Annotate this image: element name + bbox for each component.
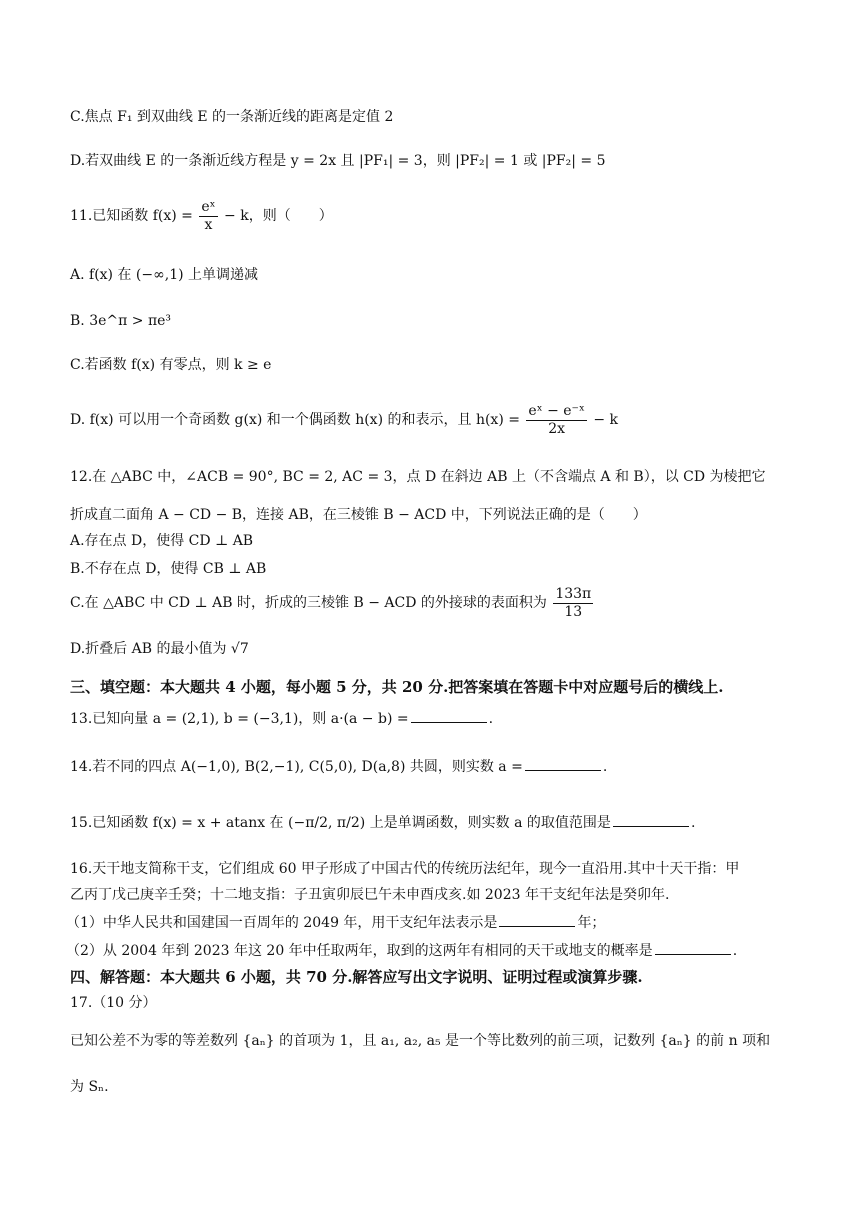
- q12-stem-line1: 12.在 △ABC 中，∠ACB = 90°, BC = 2, AC = 3，点 D 在斜边 AB 上（不含端点 A 和 B），以 CD 为棱把它: [70, 469, 766, 485]
- q16-sub2-prefix: （2）从 2004 年到 2023 年这 20 年中任取两年，取到的这两年有相同的天干或地支的概率是: [66, 943, 653, 959]
- q10-option-c: C.焦点 F₁ 到双曲线 E 的一条渐近线的距离是定值 2: [70, 109, 394, 125]
- q11-option-d-prefix: D. f(x) 可以用一个奇函数 g(x) 和一个偶函数 h(x) 的和表示，且 h(x) =: [70, 412, 520, 428]
- q11-fraction: [199, 199, 217, 234]
- q11-option-c: C.若函数 f(x) 有零点，则 k ≥ e: [70, 357, 272, 373]
- section4-title: 四、解答题：本大题共 6 小题，共 70 分.解答应写出文字说明、证明过程或演算步骤.: [70, 968, 643, 986]
- q12-option-c-prefix: C.在 △ABC 中 CD ⊥ AB 时，折成的三棱锥 B − ACD 的外接球的表面积为: [70, 595, 547, 611]
- q17-line1: 已知公差不为零的等差数列 {aₙ} 的首项为 1，且 a₁, a₂, a₅ 是一个等比数列的前三项，记数列 {aₙ} 的前 n 项和: [70, 1033, 771, 1049]
- q11-option-d-numerator: eˣ − e⁻ˣ: [528, 402, 585, 419]
- q11-fraction-numerator: eˣ: [201, 198, 216, 215]
- q12-option-a: A.存在点 D，使得 CD ⊥ AB: [70, 533, 254, 549]
- q15-suffix: 上是单调函数，则实数 a 的取值范围是: [369, 815, 611, 831]
- q12-option-d: D.折叠后 AB 的最小值为 √7: [70, 641, 249, 657]
- q11-option-b: B. 3e^π > πe³: [70, 313, 172, 329]
- section3-title: 三、填空题：本大题共 4 小题，每小题 5 分，共 20 分.把答案填在答题卡中对应题号后的横线上.: [70, 678, 724, 696]
- q16-sub2: [66, 940, 790, 962]
- q13-answer-blank[interactable]: [411, 708, 487, 723]
- q11-stem: [70, 196, 790, 236]
- q16-sub2-suffix: .: [732, 943, 738, 959]
- q16-sub1-suffix: 年；: [577, 915, 606, 931]
- q11-option-d-suffix: − k: [593, 412, 619, 428]
- q14: [70, 756, 790, 778]
- q11-stem-prefix: 11.已知函数 f(x) =: [70, 208, 193, 224]
- q15-prefix: 15.已知函数 f(x) = x + atanx 在: [70, 815, 284, 831]
- q12-option-c: [70, 584, 790, 622]
- q15: [70, 804, 790, 842]
- q17-line2: 为 Sₙ.: [70, 1079, 109, 1095]
- q16-line2: 乙丙丁戊己庚辛壬癸；十二地支指：子丑寅卯辰巳午未申酉戌亥.如 2023 年干支纪年法是癸卯年.: [70, 887, 670, 903]
- q13: [70, 708, 790, 730]
- q13-suffix: .: [488, 711, 494, 727]
- q12-option-c-fraction: [553, 586, 593, 621]
- q11-option-d-fraction: [526, 403, 586, 438]
- q14-prefix: 14.若不同的四点 A(−1,0), B(2,−1), C(5,0), D(a,8) 共圆，则实数 a =: [70, 759, 523, 775]
- q14-answer-blank[interactable]: [525, 756, 601, 771]
- q16-sub2-answer-blank[interactable]: [655, 940, 731, 955]
- q16-sub1-answer-blank[interactable]: [499, 912, 575, 927]
- q13-prefix: 13.已知向量 a = (2,1), b = (−3,1)，则 a·(a − b) =: [70, 711, 409, 727]
- q12-stem-line2: 折成直二面角 A − CD − B，连接 AB，在三棱锥 B − ACD 中，下列说法正确的是（ ）: [70, 507, 647, 523]
- q16-line1: 16.天干地支简称干支，它们组成 60 甲子形成了中国古代的传统历法纪年，现今一直沿用.其中十天干指：甲: [70, 861, 740, 877]
- q11-fraction-denominator: x: [204, 216, 213, 233]
- q11-option-a: A. f(x) 在 (−∞,1) 上单调递减: [70, 267, 259, 283]
- q17-head: 17.（10 分）: [70, 995, 157, 1011]
- q16-sub1-prefix: （1）中华人民共和国建国一百周年的 2049 年，用干支纪年法表示是: [66, 915, 498, 931]
- q15-answer-blank[interactable]: [613, 812, 689, 827]
- q12-option-b: B.不存在点 D，使得 CB ⊥ AB: [70, 561, 267, 577]
- q11-option-d: [70, 400, 790, 440]
- q11-option-d-denominator: 2x: [548, 420, 566, 437]
- q12-option-c-numerator: 133π: [555, 585, 592, 602]
- q11-stem-suffix: − k，则（ ）: [224, 208, 333, 224]
- q15-end: .: [690, 815, 696, 831]
- q14-suffix: .: [602, 759, 608, 775]
- q16-sub1: [66, 912, 790, 934]
- q15-interval: (−π/2, π/2): [288, 815, 366, 831]
- q12-option-c-denominator: 13: [564, 603, 583, 620]
- q10-option-d: D.若双曲线 E 的一条渐近线方程是 y = 2x 且 |PF₁| = 3，则 |PF₂| = 1 或 |PF₂| = 5: [70, 153, 606, 169]
